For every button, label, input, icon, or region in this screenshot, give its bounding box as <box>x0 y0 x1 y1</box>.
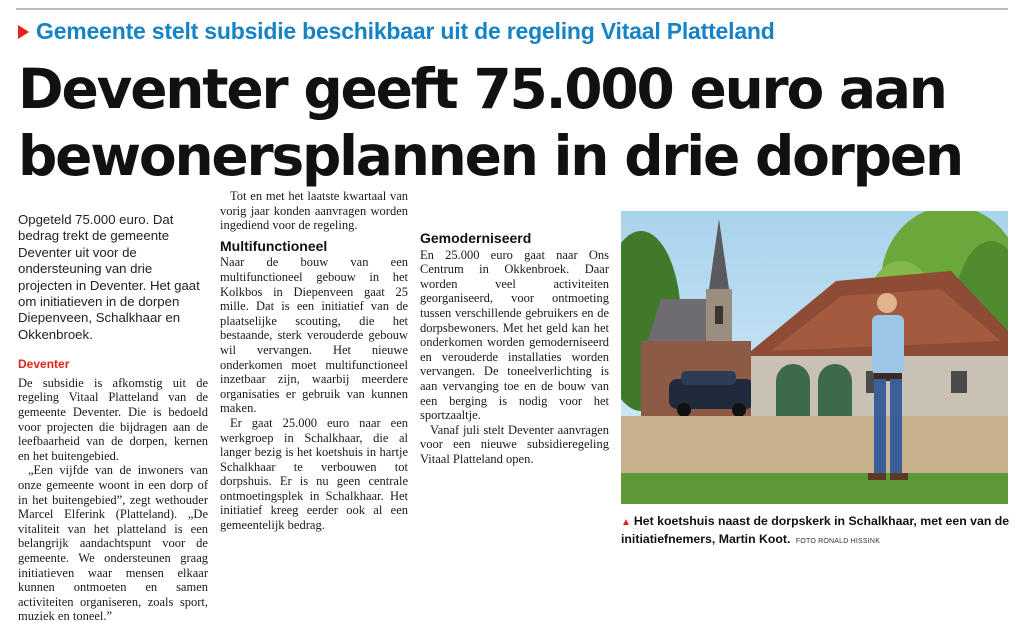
body-paragraph-7: Vanaf juli stelt Deventer aanvragen voor een nieuwe subsidieregeling Vitaal Platteland open. <box>420 422 609 466</box>
headline <box>18 56 1008 190</box>
kicker <box>18 18 775 45</box>
article-photo <box>621 211 1008 504</box>
caption-triangle-icon: ▲ <box>621 517 631 528</box>
article-column-1 <box>18 212 208 624</box>
photo-credit: FOTO RONALD HISSINK <box>795 538 881 545</box>
headline-line-2: bewonersplannen in drie dorpen <box>18 124 962 188</box>
headline-line-1: Deventer geeft 75.000 euro aan <box>18 57 946 121</box>
body-paragraph-2: „Een vijfde van de inwoners van onze gemeente woont in een dorp of in het buitengebied”, zegt wethouder Marcel Elferink (Platteland). „De vitaliteit van het platteland is een belangrijk aandachtspunt voor de gemeente. We ondersteunen graag initiatieven waar mensen elkaar kunnen ontmoeten en samen activiteiten organiseren, zoals sport, muziek en toneel.” <box>18 463 208 624</box>
photo-caption <box>621 513 1011 550</box>
lead-paragraph: Opgeteld 75.000 euro. Dat bedrag trekt de gemeente Deventer uit voor de ondersteuning van drie projecten in Deventer. Het gaat om initiatieven in de dorpen Diepenveen, Schalkhaar en Okkenbroek. <box>18 212 200 342</box>
photo-koetshuis-illustration <box>621 211 1008 504</box>
kicker-text: Gemeente stelt subsidie beschikbaar uit de regeling Vitaal Platteland <box>36 18 775 44</box>
article-column-3 <box>420 225 609 467</box>
subheading-multifunctioneel: Multifunctioneel <box>220 237 328 254</box>
body-paragraph-1: De subsidie is afkomstig uit de regeling Vitaal Platteland van de gemeente Deventer. Die is bedoeld voor projecten die bijdragen aan de leefbaarheid van de dorpen, kernen en het buitengebied. <box>18 375 208 463</box>
kicker-triangle-icon <box>18 25 29 39</box>
placeline: Deventer <box>18 357 70 372</box>
caption-text: Het koetshuis naast de dorpskerk in Schalkhaar, met een van de initiatiefnemers, Martin Koot. <box>621 514 1010 546</box>
body-paragraph-5: Er gaat 25.000 euro naar een werkgroep in Schalkhaar, die al langer bezig is het koetshuis in hartje Schalkhaar te verbouwen tot dorpshuis. Er is nu geen centrale ontmoetingsplek in Schalkhaar. Het initiatief kreeg eerder ook al een gemeentelijk bedrag. <box>220 415 408 533</box>
body-paragraph-6: En 25.000 euro gaat naar Ons Centrum in Okkenbroek. Daar worden veel activiteiten georganiseerd, voor ontmoeting tussen verschillende gebruikers en de dorpsbewoners. Met het geld kan het onderkomen worden gemoderniseerd en verouderde installaties worden vervangen. De toneelverlichting is aan vervanging toe en de bouw van een berging is nodig voor het sportzaaltje. <box>420 247 609 423</box>
article-column-2 <box>220 185 408 533</box>
subheading-gemoderniseerd: Gemoderniseerd <box>420 230 532 246</box>
top-rule <box>16 8 1008 10</box>
body-paragraph-4: Naar de bouw van een multifunctioneel gebouw in het Kolkbos in Diepenveen gaat 25 mille. Dat is een initiatief van de plaatselijke scouting, die het bestaande, sterk verouderde gebouw wil vervangen. Het nieuwe onderkomen moet multifunctioneel inzetbaar zijn, waarbij meerdere organisaties er gebruik van kunnen maken. <box>220 255 408 416</box>
body-paragraph-3: Tot en met het laatste kwartaal van vorig jaar konden aanvragen worden ingediend voor de regeling. <box>220 189 408 233</box>
